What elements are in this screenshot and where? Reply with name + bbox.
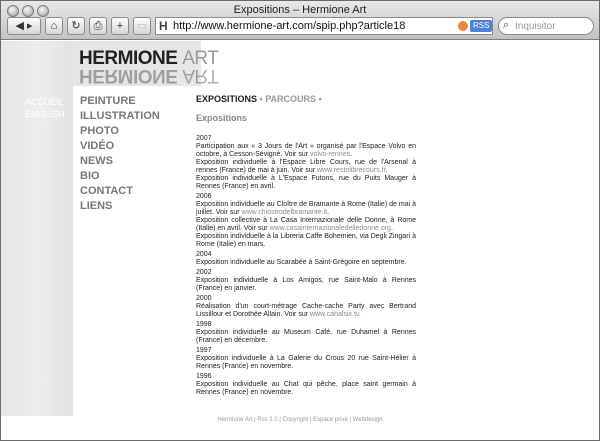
exhibition-entry	[196, 303, 416, 319]
blank-icon: ▭	[136, 20, 148, 32]
rss-button[interactable]: RSS	[470, 20, 492, 32]
link-english[interactable]: ENGLISH	[25, 109, 65, 119]
exhibition-entry	[196, 277, 416, 293]
exhibition-entry	[196, 381, 416, 397]
year-label: 2007	[196, 135, 212, 142]
entry-text: Exposition individuelle à L'Espace Futons, rue du Puits Mauger à Rennes (France) en avril.	[196, 175, 416, 190]
year-label: 2004	[196, 251, 212, 258]
year-label: 1996	[196, 373, 212, 380]
entry-text: Exposition individuelle au Cloître de Bramante à Rome (Italie) de mai à juillet. Voir sur	[196, 201, 416, 216]
exhibition-entry	[196, 201, 416, 217]
nav-contact[interactable]: CONTACT	[80, 185, 133, 197]
address-bar[interactable]	[155, 17, 493, 35]
print-icon: ⎙	[93, 20, 103, 32]
back-forward-icon: ◀ ▸	[15, 20, 33, 32]
entry-text: Participation aux « 3 Jours de l'Art » organisé par l'Espace Volvo en octobre, à Cesson-Sévigné. Voir sur	[196, 143, 416, 158]
exhibition-entry	[196, 355, 416, 371]
reload-icon: ↻	[71, 20, 81, 32]
footer: Hermione Art | Rss 2.0 | Copyright | Espace privé | Webdesign	[217, 417, 383, 423]
home-icon: ⌂	[50, 20, 58, 32]
year-label: 2006	[196, 193, 212, 200]
exhibition-entry	[196, 259, 416, 267]
section-tabs	[196, 94, 416, 108]
entry-text: Exposition individuelle au Scarabée à Saint-Grégoire en septembre.	[196, 259, 407, 266]
entry-text: Réalisation d'un court-métrage Cache-cache Party avec Bertrand Lissillour et Dorothée Allain. Voir sur	[196, 303, 416, 318]
logo-reflection-sub: ART	[182, 65, 219, 86]
exhibition-entry	[196, 159, 416, 175]
search-input[interactable]	[515, 19, 589, 33]
year-label: 2000	[196, 295, 212, 302]
site-favicon-icon: H	[159, 19, 168, 33]
nav-news[interactable]: NEWS	[80, 155, 113, 167]
nav-peinture[interactable]: PEINTURE	[80, 95, 136, 107]
main-content	[196, 94, 416, 397]
back-forward-button[interactable]	[7, 17, 41, 35]
reload-button[interactable]	[67, 17, 85, 35]
home-button[interactable]	[45, 17, 63, 35]
entry-link[interactable]: www.chiostrodelbramante.it	[241, 209, 328, 216]
search-field[interactable]	[498, 17, 594, 35]
tab-parcours[interactable]: PARCOURS	[265, 94, 317, 104]
print-button[interactable]	[89, 17, 107, 35]
entry-text: Exposition individuelle à Los Amigos, rue Saint-Malo à Rennes (France) en janvier.	[196, 277, 416, 292]
entry-punctuation: .	[327, 209, 330, 216]
tab-expositions[interactable]: EXPOSITIONS	[196, 94, 258, 104]
nav-bio[interactable]: BIO	[80, 170, 100, 182]
entry-link[interactable]: www.canalsix.tv	[310, 311, 359, 318]
entry-punctuation: .	[385, 167, 388, 174]
entry-link[interactable]: www.casainternazionaledelledonne.org	[269, 225, 391, 232]
nav-photo[interactable]: PHOTO	[80, 125, 119, 137]
search-icon: ⌕	[503, 19, 510, 31]
disabled-toolbar-button[interactable]	[133, 17, 151, 35]
nav-video[interactable]: VIDÉO	[80, 140, 115, 152]
nav-liens[interactable]: LIENS	[80, 200, 113, 212]
entry-text: Exposition individuelle à l'Espace Libre Cours, rue de l'Arsenal à rennes (France) de mai à juin. Voir sur	[196, 159, 416, 174]
link-accueil[interactable]: ACCUEIL	[25, 97, 65, 107]
exhibition-entry	[196, 233, 416, 249]
url-text[interactable]: http://www.hermione-art.com/spip.php?article18	[173, 20, 406, 32]
logo-reflection	[79, 64, 218, 86]
year-label: 1997	[196, 347, 212, 354]
entry-text: Exposition individuelle au Museum Café, rue Duhamel à Rennes (France) en décembre.	[196, 329, 416, 344]
entry-link[interactable]: volvo-rennes	[310, 151, 351, 158]
logo-main: HERMIONE	[79, 48, 178, 69]
exhibition-list	[196, 134, 416, 397]
year-label: 1998	[196, 321, 212, 328]
entry-text: Exposition individuelle à La Galerie du Crous 20 rue Saint-Hélier à Rennes (France) en novembre.	[196, 355, 416, 370]
page-heading: Expositions	[196, 113, 248, 123]
entry-text: Exposition individuelle à la Libreria Caffe Bohemien, via Degli Zingari à Rome (Italie) en mars.	[196, 233, 416, 248]
entry-text: Exposition individuelle au Chat qui pêche, place saint germain à Rennes (France) en novembre.	[196, 381, 416, 396]
entry-link[interactable]: www.restolibrecours.fr	[317, 167, 386, 174]
browser-chrome	[1, 1, 599, 40]
logo-reflection-main: HERMIONE	[79, 65, 178, 86]
web-page	[1, 41, 599, 440]
snapback-icon[interactable]	[458, 21, 468, 31]
exhibition-entry	[196, 175, 416, 191]
plus-icon: +	[116, 20, 124, 32]
tab-separator: •	[259, 94, 263, 104]
tab-separator-end: •	[318, 94, 322, 104]
exhibition-entry	[196, 329, 416, 345]
entry-punctuation: .	[358, 311, 361, 318]
exhibition-entry	[196, 217, 416, 233]
logo-sub: ART	[182, 48, 219, 69]
entry-punctuation: .	[390, 225, 393, 232]
window-title: Expositions – Hermione Art	[233, 4, 367, 16]
add-bookmark-button[interactable]	[111, 17, 129, 35]
nav-illustration[interactable]: ILLUSTRATION	[80, 110, 160, 122]
entry-punctuation: .	[350, 151, 353, 158]
main-nav	[80, 94, 160, 214]
entry-text: Exposition collective à La Casa Internazionale delle Donne, à Rome (Italie) en avril. Voir sur	[196, 217, 416, 232]
year-label: 2002	[196, 269, 212, 276]
exhibition-entry	[196, 143, 416, 159]
